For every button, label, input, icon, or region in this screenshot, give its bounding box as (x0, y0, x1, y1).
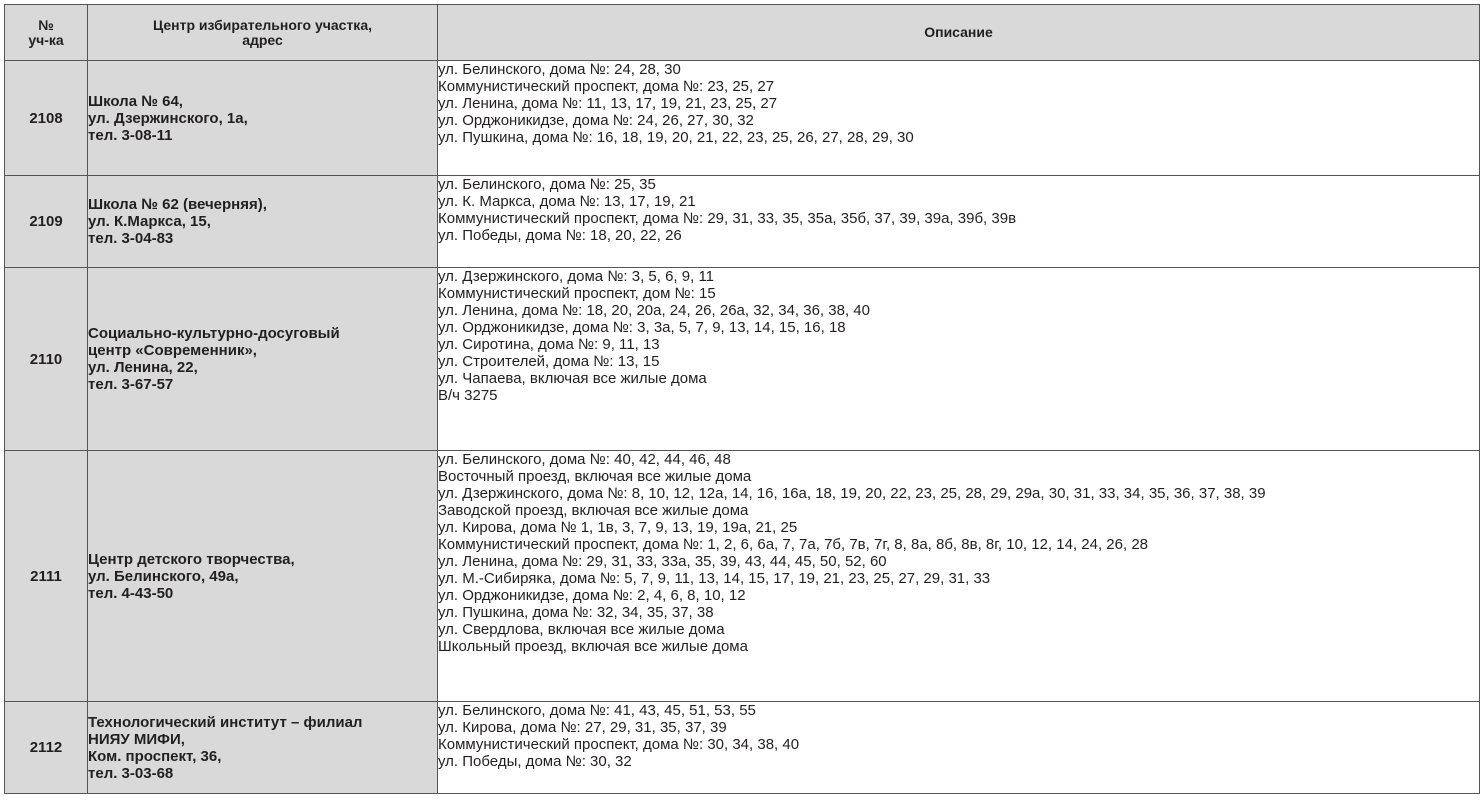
description-line: ул. Пушкина, дома №: 32, 34, 35, 37, 38 (438, 604, 714, 621)
description-line: Коммунистический проспект, дома №: 1, 2, 6, 6а, 7, 7а, 7б, 7в, 7г, 8, 8а, 8б, 8в, 8г, 10, 12, 14, 24, 26, 28 (438, 536, 1149, 553)
center-line: ул. Белинского, 49а, (88, 567, 239, 585)
header-number-line: уч-ка (28, 31, 64, 48)
description-line: Коммунистический проспект, дом №: 15 (438, 285, 716, 302)
description-line: ул. Кирова, дома № 1, 1в, 3, 7, 9, 13, 19, 19а, 21, 25 (438, 519, 798, 536)
description-line: ул. Белинского, дома №: 40, 42, 44, 46, 48 (438, 451, 731, 468)
description-line: Школьный проезд, включая все жилые дома (438, 638, 748, 655)
description-line: ул. К. Маркса, дома №: 13, 17, 19, 21 (438, 193, 696, 210)
description-line: Заводской проезд, включая все жилые дома (438, 502, 749, 519)
description-line: ул. Чапаева, включая все жилые дома (438, 370, 707, 387)
description-line: ул. М.-Сибиряка, дома №: 5, 7, 9, 11, 13, 14, 15, 17, 19, 21, 23, 25, 27, 29, 31, 33 (438, 570, 991, 587)
precinct-center (88, 702, 438, 794)
description-line: Коммунистический проспект, дома №: 29, 31, 33, 35, 35а, 35б, 37, 39, 39а, 39б, 39в (438, 210, 1017, 227)
center-line: ул. К.Маркса, 15, (88, 213, 211, 230)
center-line: ул. Ленина, 22, (88, 359, 198, 376)
description-line: ул. Ленина, дома №: 11, 13, 17, 19, 21, 23, 25, 27 (438, 95, 778, 112)
description-line: ул. Свердлова, включая все жилые дома (438, 621, 725, 638)
center-line: тел. 3-67-57 (88, 376, 174, 393)
center-line: центр «Современник», (88, 342, 257, 359)
description-line: В/ч 3275 (438, 387, 498, 404)
description-line: ул. Победы, дома №: 30, 32 (438, 753, 632, 770)
header-number (5, 5, 88, 61)
description-line: ул. Ленина, дома №: 18, 20, 20а, 24, 26, 26а, 32, 34, 36, 38, 40 (438, 302, 870, 319)
precinct-description (438, 268, 1480, 451)
precinct-description (438, 702, 1480, 794)
precinct-description (438, 176, 1480, 268)
precinct-center (88, 451, 438, 702)
table-header (5, 5, 1480, 61)
description-line: ул. Дзержинского, дома №: 3, 5, 6, 9, 11 (438, 268, 715, 285)
description-line: ул. Орджоникидзе, дома №: 3, 3а, 5, 7, 9, 13, 14, 15, 16, 18 (438, 319, 846, 336)
precinct-number: 2112 (5, 702, 88, 794)
precinct-table (4, 4, 1480, 794)
center-line: тел. 3-08-11 (88, 126, 173, 144)
precinct-description (438, 61, 1480, 176)
description-line: ул. Победы, дома №: 18, 20, 22, 26 (438, 227, 682, 244)
description-line: Коммунистический проспект, дома №: 23, 25, 27 (438, 78, 775, 95)
header-center (88, 5, 438, 61)
description-line: ул. Орджоникидзе, дома №: 2, 4, 6, 8, 10, 12 (438, 587, 746, 604)
description-line: Коммунистический проспект, дома №: 30, 34, 38, 40 (438, 736, 800, 753)
center-line: Центр детского творчества, (88, 550, 295, 568)
center-line: Технологический институт – филиал (88, 713, 363, 731)
center-line: Школа № 64, (88, 92, 183, 110)
precinct-center (88, 176, 438, 268)
header-description: Описание (438, 5, 1480, 61)
center-line: тел. 3-04-83 (88, 230, 174, 247)
center-line: ул. Дзержинского, 1а, (88, 109, 248, 127)
description-line: ул. Белинского, дома №: 41, 43, 45, 51, 53, 55 (438, 702, 756, 719)
header-center-line: адрес (242, 31, 283, 48)
description-line: ул. Строителей, дома №: 13, 15 (438, 353, 660, 370)
description-line: Восточный проезд, включая все жилые дома (438, 468, 752, 485)
center-line: тел. 4-43-50 (88, 584, 174, 602)
center-line: Социально-культурно-досуговый (88, 325, 340, 342)
precinct-description (438, 451, 1480, 702)
table-row (5, 702, 1480, 794)
description-line: ул. Пушкина, дома №: 16, 18, 19, 20, 21, 22, 23, 25, 26, 27, 28, 29, 30 (438, 129, 914, 146)
description-line: ул. Белинского, дома №: 24, 28, 30 (438, 61, 681, 78)
description-line: ул. Дзержинского, дома №: 8, 10, 12, 12а, 14, 16, 16а, 18, 19, 20, 22, 23, 25, 28, 29, 29а, 30, 31, 33, 34, 35, 36, 37, 38, 39 (438, 485, 1266, 502)
table-row (5, 451, 1480, 702)
header-number-line: № (38, 16, 54, 33)
center-line: тел. 3-03-68 (88, 764, 174, 782)
description-line: ул. Орджоникидзе, дома №: 24, 26, 27, 30, 32 (438, 112, 754, 129)
precinct-center (88, 61, 438, 176)
description-line: ул. Ленина, дома №: 29, 31, 33, 33а, 35, 39, 43, 44, 45, 50, 52, 60 (438, 553, 887, 570)
precinct-number: 2108 (5, 61, 88, 176)
center-line: Школа № 62 (вечерняя), (88, 196, 267, 213)
header-center-line: Центр избирательного участка, (152, 16, 372, 33)
table-row (5, 61, 1480, 176)
precinct-center (88, 268, 438, 451)
table-row (5, 176, 1480, 268)
description-line: ул. Кирова, дома №: 27, 29, 31, 35, 37, 39 (438, 719, 727, 736)
table-row (5, 268, 1480, 451)
description-line: ул. Сиротина, дома №: 9, 11, 13 (438, 336, 660, 353)
center-line: Ком. проспект, 36, (88, 747, 222, 765)
center-line: НИЯУ МИФИ, (88, 730, 185, 748)
precinct-number: 2109 (5, 176, 88, 268)
precinct-number: 2110 (5, 268, 88, 451)
precinct-number: 2111 (5, 451, 88, 702)
description-line: ул. Белинского, дома №: 25, 35 (438, 176, 656, 193)
